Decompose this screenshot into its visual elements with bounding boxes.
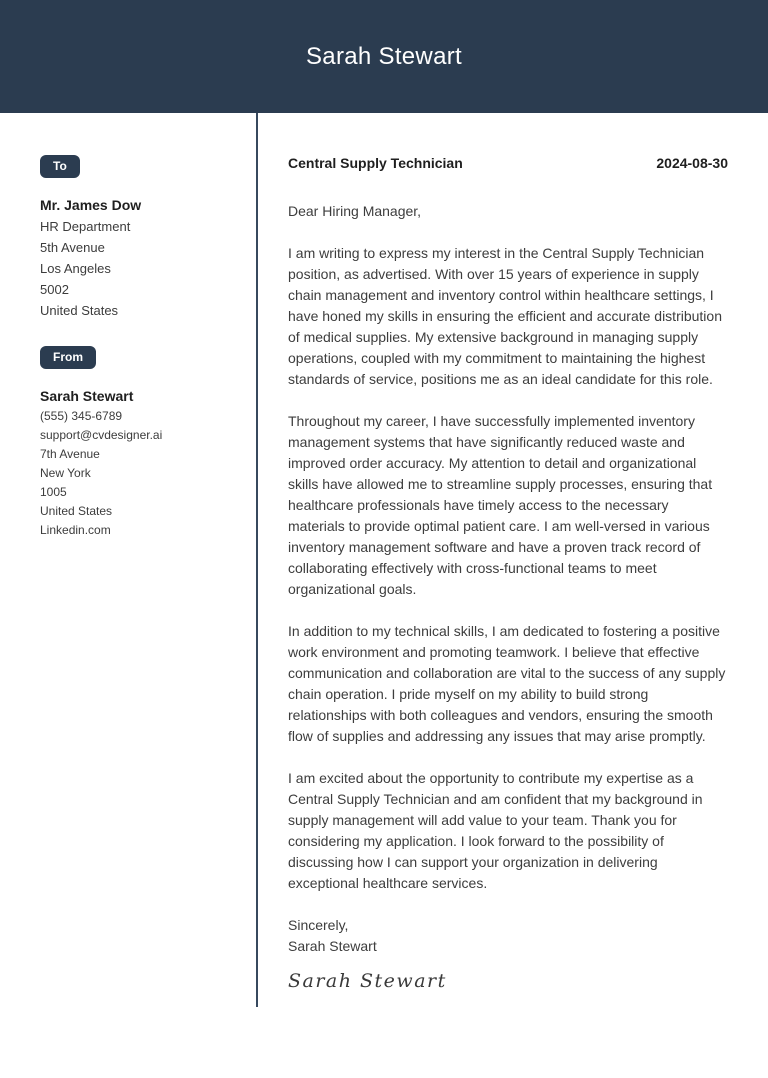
sender-name: Sarah Stewart	[40, 388, 134, 404]
recipient-address	[40, 216, 238, 321]
recipient-address-line: 5002	[40, 282, 69, 297]
sender-address-line: 7th Avenue	[40, 447, 100, 461]
letter-paragraph: Throughout my career, I have successfully implemented inventory management systems that have significantly reduced waste and improved order accuracy. My attention to detail and organizational skills have allowed me to streamline supply processes, ensuring that healthcare professionals have timely access to the necessary materials to provide optimal patient care. I am well-versed in various inventory management software and have a proven track record of collaborating effectively with cross-functional teams to meet organizational goals.	[288, 413, 713, 597]
closing-name: Sarah Stewart	[288, 938, 377, 954]
recipient-address-line: HR Department	[40, 219, 131, 234]
sender-address-line: 1005	[40, 485, 67, 499]
letter-title-row	[288, 153, 728, 173]
letter-body	[258, 113, 768, 1007]
recipient-section	[40, 155, 238, 321]
content-area	[0, 113, 768, 1007]
recipient-address-line: 5th Avenue	[40, 240, 105, 255]
job-title: Central Supply Technician	[288, 155, 463, 171]
sender-address-line: New York	[40, 466, 91, 480]
to-badge: To	[40, 155, 80, 178]
letter-date: 2024-08-30	[656, 155, 728, 171]
salutation: Dear Hiring Manager,	[288, 203, 422, 219]
sender-contact-details	[40, 407, 238, 540]
handwritten-signature: Sarah Stewart	[288, 970, 447, 992]
sender-section	[40, 346, 238, 540]
closing-block	[288, 915, 728, 957]
recipient-address-line: United States	[40, 303, 119, 318]
document-header	[0, 0, 768, 113]
letter-paragraph: I am excited about the opportunity to contribute my expertise as a Central Supply Technician and am confident that my background in supply management will add value to your team. Thank you for considering my application. I look forward to the possibility of discussing how I can support your organization in delivering exceptional healthcare services.	[288, 770, 703, 891]
contact-sidebar	[0, 113, 258, 1007]
letter-paragraph: In addition to my technical skills, I am dedicated to fostering a positive work environment and promoting teamwork. I believe that effective communication and collaboration are vital to the success of any supply chain operation. I pride myself on my ability to build strong relationships with both colleagues and vendors, ensuring the smooth flow of supplies and addressing any issues that may arise promptly.	[288, 623, 726, 744]
recipient-address-line: Los Angeles	[40, 261, 111, 276]
sender-linkedin: Linkedin.com	[40, 523, 111, 537]
candidate-name-title: Sarah Stewart	[306, 42, 462, 70]
sender-email: support@cvdesigner.ai	[40, 428, 163, 442]
recipient-name: Mr. James Dow	[40, 197, 142, 213]
sender-phone: (555) 345-6789	[40, 409, 123, 423]
letter-paragraph: I am writing to express my interest in the Central Supply Technician position, as advertised. With over 15 years of experience in supply chain management and inventory control within healthcare settings, I have honed my skills in ensuring the efficient and accurate distribution of medical supplies. My extensive background in managing supply operations, coupled with my commitment to maintaining the highest standards of service, positions me as an ideal candidate for this role.	[288, 245, 722, 387]
closing-word: Sincerely,	[288, 917, 349, 933]
sender-address-line: United States	[40, 504, 113, 518]
from-badge: From	[40, 346, 96, 369]
